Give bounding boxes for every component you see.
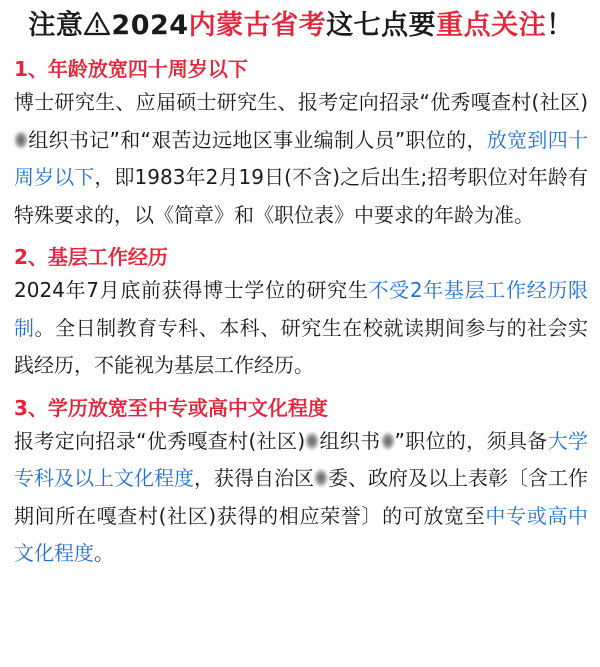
- blur-mark: [314, 469, 328, 487]
- warning-icon: [84, 11, 110, 37]
- section-heading-education: 3、学历放宽至中专或高中文化程度: [14, 395, 328, 420]
- blur-mark: [305, 432, 319, 450]
- section-body-experience: 2024年7月底前获得博士学位的研究生不受2年基层工作经历限制。全日制教育专科、本科、研究生在校就读期间参与的社会实践经历，不能视为基层工作经历。: [14, 278, 589, 377]
- section-heading-age: 1、年龄放宽四十周岁以下: [14, 57, 248, 81]
- highlight-experience-exempt: 不受2年基层工作经历限制: [14, 278, 588, 340]
- title-exclaim: ！: [546, 10, 574, 41]
- title-year: 2024: [111, 10, 189, 41]
- title-highlight-focus: 重点关注: [436, 10, 547, 41]
- section-heading-experience: 2、基层工作经历: [14, 245, 168, 269]
- highlight-college-degree: 大学专科及以上文化程度: [14, 428, 589, 490]
- highlight-secondary-degree: 中专或高中文化程度: [14, 503, 589, 565]
- title-highlight-region: 内蒙古省考: [188, 10, 327, 41]
- title-part1: 注意: [28, 10, 84, 41]
- highlight-age-limit: 放宽到四十周岁以下: [14, 127, 589, 189]
- blur-mark: [14, 131, 28, 149]
- page-title: [14, 6, 588, 46]
- blur-mark: [381, 432, 395, 450]
- section-body-education: 报考定向招录“优秀嘎查村(社区) 组织书 ”职位的，须具备大学专科及以上文化程度，获得自治区 委、政府及以上表彰〔含工作期间所在嘎查村(社区)获得的相应荣誉〕的可放宽至中专或高中文化程度。: [14, 428, 589, 565]
- title-part4: 这七点要: [326, 10, 437, 41]
- section-body-age: 博士研究生、应届硕士研究生、报考定向招录“优秀嘎查村(社区)组织书记”和“艰苦边远地区事业编制人员”职位的，放宽到四十周岁以下，即1983年2月19日(不含)之后出生;招考职位对年龄有特殊要求的，以《简章》和《职位表》中要求的年龄为准。: [14, 90, 589, 227]
